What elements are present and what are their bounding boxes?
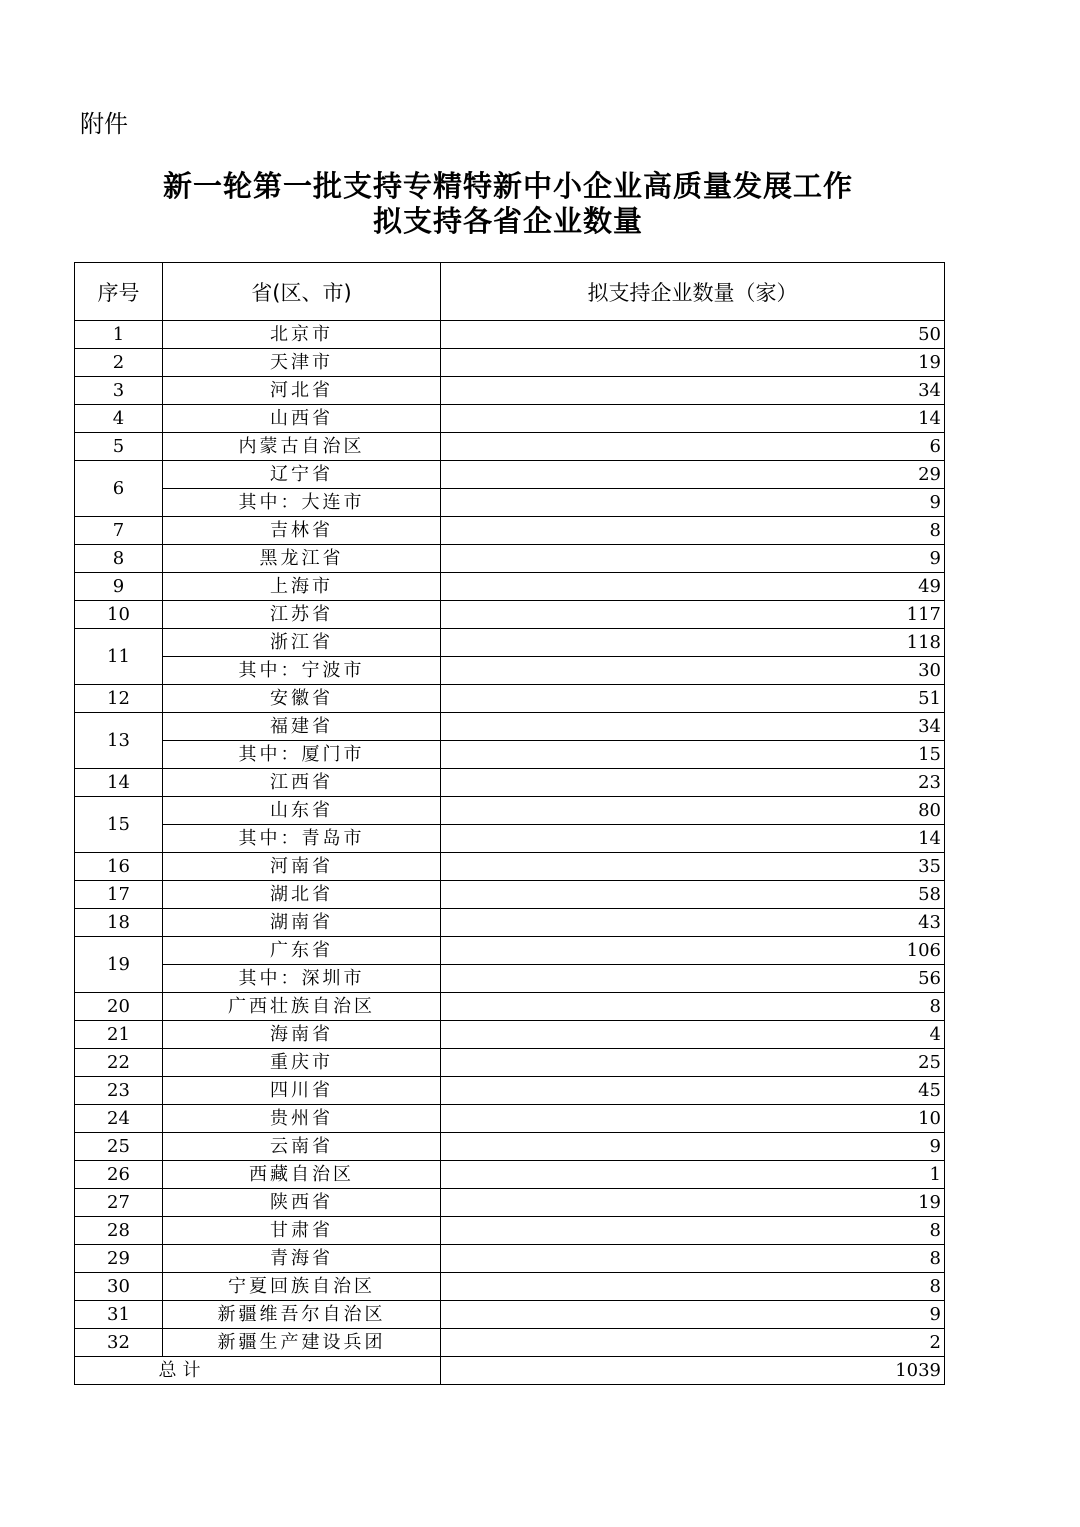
enterprise-count-cell: 106 (441, 937, 945, 965)
province-name-cell: 浙江省 (163, 629, 441, 657)
enterprise-count-cell: 9 (441, 545, 945, 573)
province-name-cell: 北京市 (163, 321, 441, 349)
province-name-cell: 青海省 (163, 1245, 441, 1273)
table-row (75, 489, 945, 517)
serial-number-cell: 24 (75, 1105, 163, 1133)
enterprise-count-cell: 15 (441, 741, 945, 769)
table-row (75, 797, 945, 825)
enterprise-count-cell: 2 (441, 1329, 945, 1357)
enterprise-count-cell: 1 (441, 1161, 945, 1189)
table-row (75, 461, 945, 489)
serial-number-cell: 26 (75, 1161, 163, 1189)
enterprise-count-cell: 35 (441, 853, 945, 881)
table-row (75, 881, 945, 909)
enterprise-count-cell: 8 (441, 517, 945, 545)
table-row (75, 629, 945, 657)
province-name-cell: 其中：大连市 (163, 489, 441, 517)
province-name-cell: 其中：深圳市 (163, 965, 441, 993)
serial-number-cell: 5 (75, 433, 163, 461)
province-name-cell: 陕西省 (163, 1189, 441, 1217)
serial-number-cell: 18 (75, 909, 163, 937)
enterprise-count-cell: 51 (441, 685, 945, 713)
enterprise-count-cell: 23 (441, 769, 945, 797)
table-row (75, 405, 945, 433)
table-row (75, 713, 945, 741)
province-name-cell: 山东省 (163, 797, 441, 825)
enterprise-count-cell: 8 (441, 993, 945, 1021)
enterprise-count-cell: 45 (441, 1077, 945, 1105)
enterprise-count-cell: 6 (441, 433, 945, 461)
serial-number-cell: 12 (75, 685, 163, 713)
enterprise-count-cell: 4 (441, 1021, 945, 1049)
table-row (75, 1217, 945, 1245)
table-row (75, 1301, 945, 1329)
enterprise-count-cell: 14 (441, 825, 945, 853)
province-name-cell: 福建省 (163, 713, 441, 741)
enterprise-count-cell: 49 (441, 573, 945, 601)
table-row (75, 825, 945, 853)
attachment-label: 附件 (80, 110, 128, 138)
enterprise-count-cell: 30 (441, 657, 945, 685)
table-row (75, 993, 945, 1021)
province-name-cell: 四川省 (163, 1077, 441, 1105)
enterprise-count-cell: 8 (441, 1245, 945, 1273)
province-name-cell: 河北省 (163, 377, 441, 405)
table-row (75, 377, 945, 405)
serial-number-cell: 25 (75, 1133, 163, 1161)
table-row (75, 433, 945, 461)
serial-number-cell: 22 (75, 1049, 163, 1077)
province-name-cell: 安徽省 (163, 685, 441, 713)
enterprise-count-cell: 8 (441, 1217, 945, 1245)
table-row (75, 965, 945, 993)
enterprise-count-cell: 58 (441, 881, 945, 909)
enterprise-count-cell: 50 (441, 321, 945, 349)
serial-number-cell: 11 (75, 629, 163, 685)
table-row (75, 1077, 945, 1105)
table-row (75, 1189, 945, 1217)
header-enterprise-count: 拟支持企业数量（家） (441, 263, 945, 321)
serial-number-cell: 17 (75, 881, 163, 909)
total-count-cell: 1039 (441, 1357, 945, 1385)
serial-number-cell: 19 (75, 937, 163, 993)
table-row (75, 517, 945, 545)
province-name-cell: 重庆市 (163, 1049, 441, 1077)
serial-number-cell: 27 (75, 1189, 163, 1217)
enterprise-count-cell: 25 (441, 1049, 945, 1077)
serial-number-cell: 1 (75, 321, 163, 349)
province-name-cell: 广西壮族自治区 (163, 993, 441, 1021)
enterprise-count-cell: 19 (441, 1189, 945, 1217)
serial-number-cell: 21 (75, 1021, 163, 1049)
table-row (75, 1021, 945, 1049)
province-name-cell: 湖南省 (163, 909, 441, 937)
province-name-cell: 其中：宁波市 (163, 657, 441, 685)
table-row (75, 741, 945, 769)
serial-number-cell: 30 (75, 1273, 163, 1301)
province-name-cell: 吉林省 (163, 517, 441, 545)
province-name-cell: 云南省 (163, 1133, 441, 1161)
total-label-cell: 总计 (75, 1357, 441, 1385)
province-name-cell: 新疆生产建设兵团 (163, 1329, 441, 1357)
enterprise-count-cell: 117 (441, 601, 945, 629)
province-name-cell: 甘肃省 (163, 1217, 441, 1245)
table-row (75, 1245, 945, 1273)
total-row (75, 1357, 945, 1385)
serial-number-cell: 8 (75, 545, 163, 573)
table-row (75, 1273, 945, 1301)
table-row (75, 937, 945, 965)
serial-number-cell: 15 (75, 797, 163, 853)
province-name-cell: 江苏省 (163, 601, 441, 629)
enterprise-count-cell: 34 (441, 377, 945, 405)
province-name-cell: 广东省 (163, 937, 441, 965)
enterprise-count-cell: 9 (441, 1133, 945, 1161)
header-province: 省(区、市) (163, 263, 441, 321)
province-name-cell: 辽宁省 (163, 461, 441, 489)
province-name-cell: 天津市 (163, 349, 441, 377)
enterprise-count-cell: 43 (441, 909, 945, 937)
serial-number-cell: 13 (75, 713, 163, 769)
table-row (75, 545, 945, 573)
enterprise-count-cell: 118 (441, 629, 945, 657)
province-name-cell: 贵州省 (163, 1105, 441, 1133)
serial-number-cell: 23 (75, 1077, 163, 1105)
table-row (75, 601, 945, 629)
table-row (75, 1133, 945, 1161)
serial-number-cell: 7 (75, 517, 163, 545)
table-row (75, 685, 945, 713)
enterprise-count-cell: 14 (441, 405, 945, 433)
serial-number-cell: 10 (75, 601, 163, 629)
province-name-cell: 黑龙江省 (163, 545, 441, 573)
enterprise-count-cell: 34 (441, 713, 945, 741)
province-name-cell: 其中：青岛市 (163, 825, 441, 853)
province-name-cell: 内蒙古自治区 (163, 433, 441, 461)
serial-number-cell: 32 (75, 1329, 163, 1357)
province-name-cell: 新疆维吾尔自治区 (163, 1301, 441, 1329)
table-row (75, 321, 945, 349)
enterprise-count-cell: 9 (441, 1301, 945, 1329)
table-row (75, 573, 945, 601)
province-name-cell: 宁夏回族自治区 (163, 1273, 441, 1301)
enterprise-count-cell: 8 (441, 1273, 945, 1301)
enterprise-quota-table (74, 262, 945, 1385)
enterprise-count-cell: 10 (441, 1105, 945, 1133)
province-name-cell: 海南省 (163, 1021, 441, 1049)
serial-number-cell: 4 (75, 405, 163, 433)
serial-number-cell: 6 (75, 461, 163, 517)
province-name-cell: 江西省 (163, 769, 441, 797)
table-header-row (75, 263, 945, 321)
table-row (75, 1105, 945, 1133)
enterprise-count-cell: 9 (441, 489, 945, 517)
enterprise-count-cell: 29 (441, 461, 945, 489)
enterprise-count-cell: 80 (441, 797, 945, 825)
serial-number-cell: 16 (75, 853, 163, 881)
table-row (75, 853, 945, 881)
province-name-cell: 河南省 (163, 853, 441, 881)
province-name-cell: 上海市 (163, 573, 441, 601)
serial-number-cell: 29 (75, 1245, 163, 1273)
serial-number-cell: 20 (75, 993, 163, 1021)
table-row (75, 657, 945, 685)
serial-number-cell: 14 (75, 769, 163, 797)
enterprise-count-cell: 19 (441, 349, 945, 377)
header-serial-number: 序号 (75, 263, 163, 321)
document-title-line-2: 拟支持各省企业数量 (372, 204, 643, 238)
province-name-cell: 山西省 (163, 405, 441, 433)
enterprise-count-cell: 56 (441, 965, 945, 993)
serial-number-cell: 2 (75, 349, 163, 377)
document-title-line-1: 新一轮第一批支持专精特新中小企业高质量发展工作 (162, 169, 853, 203)
province-name-cell: 其中：厦门市 (163, 741, 441, 769)
table-row (75, 349, 945, 377)
table-row (75, 909, 945, 937)
table-body (75, 321, 945, 1385)
table-row (75, 1049, 945, 1077)
table-row (75, 769, 945, 797)
province-name-cell: 湖北省 (163, 881, 441, 909)
serial-number-cell: 3 (75, 377, 163, 405)
serial-number-cell: 9 (75, 573, 163, 601)
serial-number-cell: 28 (75, 1217, 163, 1245)
province-name-cell: 西藏自治区 (163, 1161, 441, 1189)
table-row (75, 1161, 945, 1189)
table-row (75, 1329, 945, 1357)
serial-number-cell: 31 (75, 1301, 163, 1329)
